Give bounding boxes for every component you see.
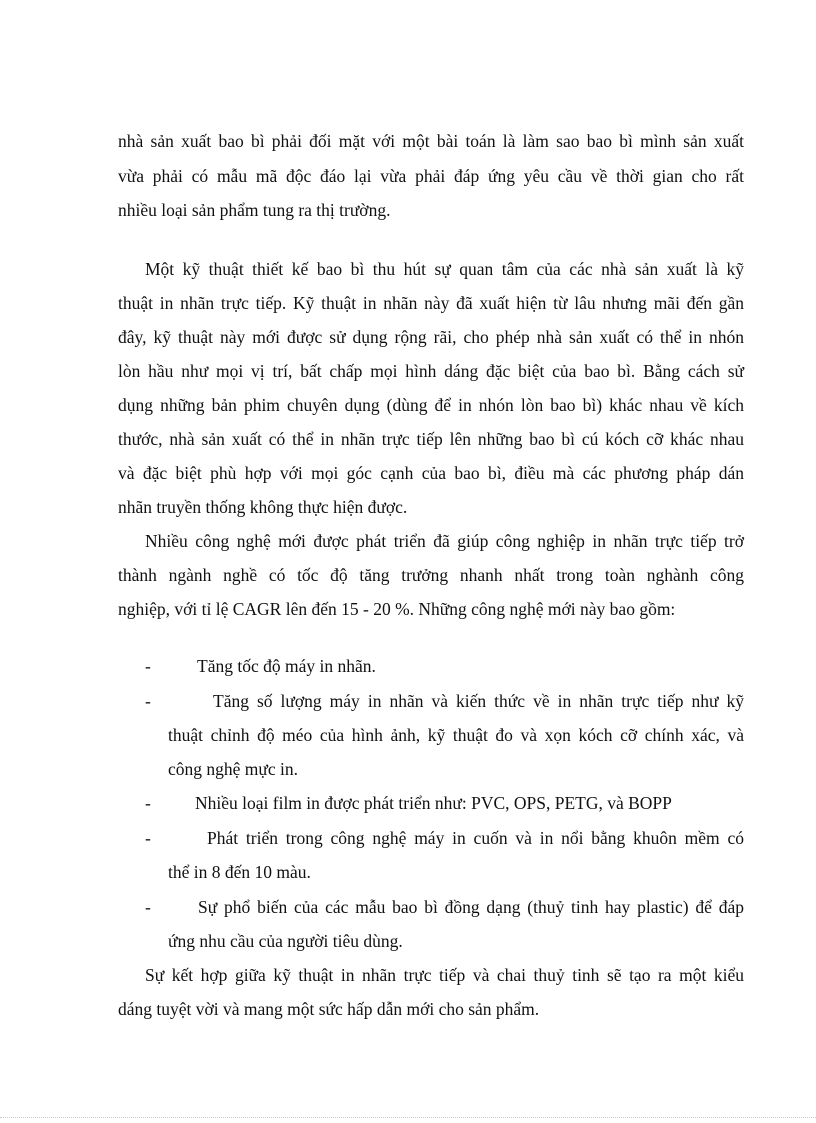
paragraph-4-line-2: dáng tuyệt vời và mang một sức hấp dẫn mới cho sản phẩm. [118, 999, 540, 1019]
paragraph-2-line-1: Một kỹ thuật thiết kế bao bì thu hút sự quan tâm của các nhà sản xuất là kỹ [145, 259, 744, 279]
paragraph-3-line-3: nghiệp, với tỉ lệ CAGR lên đến 15 - 20 %. Những công nghệ mới này bao gồm: [118, 599, 676, 619]
bullet-marker: - [145, 656, 151, 676]
bullet-5-line-1: Sự phổ biến của các mẫu bao bì đồng dạng (thuỷ tinh hay plastic) để đáp [198, 897, 744, 917]
bullet-marker: - [145, 793, 151, 813]
paragraph-2-line-6: thước, nhà sản xuất có thể in nhãn trực tiếp lên những bao bì cú kóch cỡ khác nhau [118, 429, 744, 449]
paragraph-2-line-4: lòn hầu như mọi vị trí, bất chấp mọi hình dáng đặc biệt của bao bì. Bằng cách sử [118, 361, 744, 381]
paragraph-1-line-3: nhiều loại sản phẩm tung ra thị trường. [118, 200, 391, 220]
bullet-5-line-2: ứng nhu cầu của người tiêu dùng. [168, 931, 403, 951]
bullet-4-line-2: thể in 8 đến 10 màu. [168, 862, 311, 882]
paragraph-1-line-2: vừa phải có mẫu mã độc đáo lại vừa phải đáp ứng yêu cầu về thời gian cho rất [118, 166, 744, 186]
paragraph-4-line-1: Sự kết hợp giữa kỹ thuật in nhãn trực tiếp và chai thuỷ tinh sẽ tạo ra một kiểu [145, 965, 744, 985]
paragraph-2-line-5: dụng những bản phim chuyên dụng (dùng để in nhón lòn bao bì) khác nhau về kích [118, 395, 744, 415]
paragraph-2-line-2: thuật in nhãn trực tiếp. Kỹ thuật in nhãn này đã xuất hiện từ lâu nhưng mãi đến gần [118, 293, 744, 313]
bullet-1-line-1: Tăng tốc độ máy in nhãn. [197, 656, 376, 676]
paragraph-2-line-7: và đặc biệt phù hợp với mọi góc cạnh của bao bì, điều mà các phương pháp dán [118, 463, 744, 483]
bullet-2-line-1: Tăng số lượng máy in nhãn và kiến thức về in nhãn trực tiếp như kỹ [213, 691, 744, 711]
paragraph-3-line-2: thành ngành nghề có tốc độ tăng trưởng nhanh nhất trong toàn nghành công [118, 565, 744, 585]
paragraph-2-line-3: đây, kỹ thuật này mới được sử dụng rộng rãi, cho phép nhà sản xuất có thể in nhón [118, 327, 744, 347]
paragraph-1-line-1: nhà sản xuất bao bì phải đối mặt với một bài toán là làm sao bao bì mình sản xuất [118, 131, 744, 151]
paragraph-3-line-1: Nhiều công nghệ mới được phát triển đã giúp công nghiệp in nhãn trực tiếp trở [145, 531, 744, 551]
bullet-2-line-2: thuật chỉnh độ méo của hình ảnh, kỹ thuật đo và xọn kóch cỡ chính xác, và [168, 725, 744, 745]
bullet-3-line-1: Nhiều loại film in được phát triển như: PVC, OPS, PETG, và BOPP [195, 793, 672, 813]
paragraph-2-line-8: nhãn truyền thống không thực hiện được. [118, 497, 408, 517]
bullet-marker: - [145, 691, 151, 711]
bullet-4-line-1: Phát triển trong công nghệ máy in cuốn và in nổi bằng khuôn mềm có [207, 828, 744, 848]
bullet-marker: - [145, 897, 151, 917]
bullet-2-line-3: công nghệ mực in. [168, 759, 299, 779]
bullet-marker: - [145, 828, 151, 848]
page-bottom-rule [0, 1117, 816, 1118]
